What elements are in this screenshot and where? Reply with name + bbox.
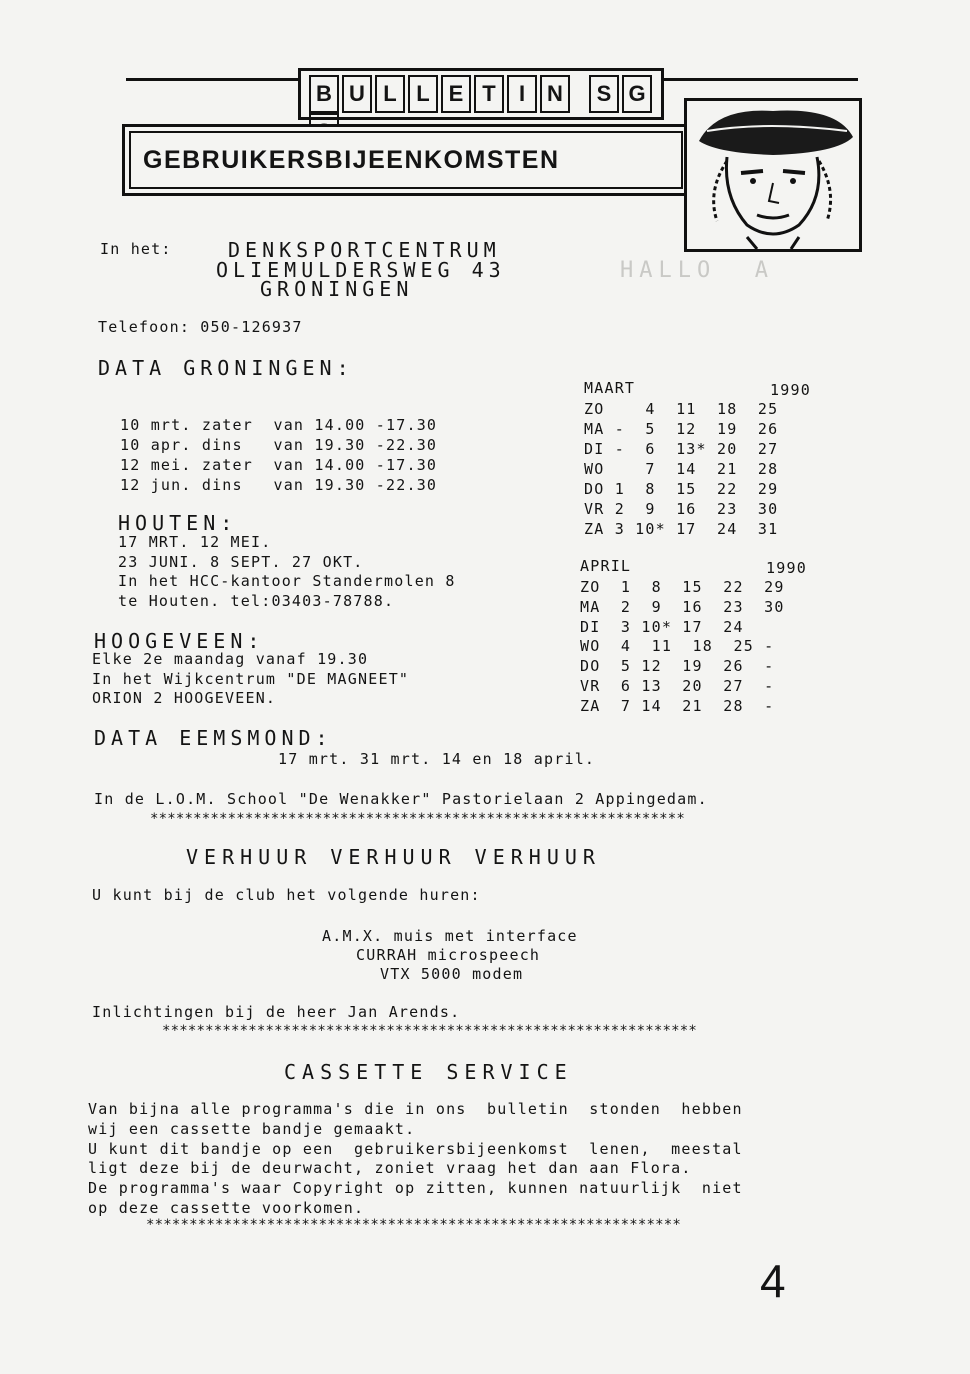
verhuur-intro: U kunt bij de club het volgende huren: [92,886,481,904]
groningen-row: 10 apr. dins van 19.30 -22.30 [120,436,438,454]
groningen-row: 12 mei. zater van 14.00 -17.30 [120,456,438,474]
groningen-row: 12 jun. dins van 19.30 -22.30 [120,476,438,494]
portrait-illustration [684,98,862,252]
verhuur-item-3: VTX 5000 modem [380,965,524,983]
cassette-line: wij een cassette bandje gemaakt. [88,1119,416,1138]
hoogeveen-line: ORION 2 HOOGEVEEN. [92,689,277,707]
banner-box [122,124,690,196]
venue-label: In het: [100,240,172,258]
club-letter: G [622,75,652,113]
venue-phone: Telefoon: 050-126937 [98,318,303,336]
houten-line: te Houten. tel:03403-78788. [118,591,395,610]
bleed-through-text: HALLO A [620,258,774,283]
cassette-line: De programma's waar Copyright op zitten, kunnen natuurlijk niet [88,1179,743,1198]
venue-city: GRONINGEN [260,277,414,301]
cassette-line: Van bijna alle programma's die in ons bulletin stonden hebben [88,1100,743,1118]
venue-street: OLIEMULDERSWEG 43 [216,258,506,282]
march-row: WO 7 14 21 28 [584,460,779,478]
bulletin-letter: N [540,75,570,113]
march-row: DO 1 8 15 22 29 [584,480,779,498]
eemsmond-dates: 17 mrt. 31 mrt. 14 en 18 april. [278,750,596,768]
cassette-heading: CASSETTE SERVICE [284,1060,573,1084]
march-year: 1990 [770,381,811,399]
houten-line: In het HCC-kantoor Standermolen 8 [118,572,456,590]
club-letter: S [589,75,619,113]
verhuur-info: Inlichtingen bij de heer Jan Arends. [92,1003,461,1021]
march-row: MA - 5 12 19 26 [584,420,779,438]
venue-name: DENKSPORTCENTRUM [228,238,501,262]
april-row: MA 2 9 16 23 30 [580,597,785,616]
cassette-line: op deze cassette voorkomen. [88,1199,365,1217]
bulletin-letter: T [474,75,504,113]
bulletin-letter: L [408,75,438,113]
hoogeveen-line: Elke 2e maandag vanaf 19.30 [92,650,369,668]
separator-line-2: ************************************************************** [162,1023,697,1039]
houten-heading: HOUTEN: [118,511,238,535]
page-number: 4 [760,1255,786,1307]
groningen-row: 10 mrt. zater van 14.00 -17.30 [120,416,438,434]
march-row: DI - 6 13* 20 27 [584,440,779,458]
april-year: 1990 [766,559,807,577]
bulletin-letter: L [375,75,405,113]
verhuur-item-2: CURRAH microspeech [356,946,541,964]
separator-line-1: ************************************************************** [150,811,685,827]
verhuur-heading: VERHUUR VERHUUR VERHUUR [186,845,601,869]
cassette-line: ligt deze bij de deurwacht, zoniet vraag het dan aan Flora. [88,1159,692,1178]
bulletin-letter: E [441,75,471,113]
houten-line: 17 MRT. 12 MEI. [118,533,272,551]
separator-line-3: ************************************************************** [146,1217,681,1233]
hoogeveen-heading: HOOGEVEEN: [94,629,265,653]
april-row: ZO 1 8 15 22 29 [580,578,785,596]
face-sketch-icon [687,101,859,249]
houten-line: 23 JUNI. 8 SEPT. 27 OKT. [118,552,364,571]
april-row: DI 3 10* 17 24 [580,617,744,636]
cassette-line: U kunt dit bandje op een gebruikersbijeenkomst lenen, meestal [88,1139,743,1158]
april-row: ZA 7 14 21 28 - [580,696,775,715]
march-row: ZA 3 10* 17 24 31 [584,520,779,538]
hoogeveen-line: In het Wijkcentrum "DE MAGNEET" [92,669,410,688]
april-row: WO 4 11 18 25 - [580,637,775,656]
april-row: DO 5 12 19 26 - [580,657,775,676]
banner-title: GEBRUIKERSBIJEENKOMSTEN [143,146,560,174]
groningen-heading: DATA GRONINGEN: [98,356,354,380]
april-row: VR 6 13 20 27 - [580,677,775,695]
april-month: APRIL [580,557,632,575]
march-month: MAART [584,379,636,397]
eemsmond-heading: DATA EEMSMOND: [94,726,333,750]
bulletin-title-box [298,68,664,120]
bulletin-letter: B [309,75,339,113]
bulletin-letter: I [507,75,537,113]
eemsmond-location: In de L.O.M. School "De Wenakker" Pastorielaan 2 Appingedam. [94,790,708,808]
verhuur-item-1: A.M.X. muis met interface [322,927,578,945]
march-row: VR 2 9 16 23 30 [584,500,779,518]
march-row: ZO 4 11 18 25 [584,400,779,418]
bulletin-letter: U [342,75,372,113]
banner-rule-bottom [126,193,686,196]
